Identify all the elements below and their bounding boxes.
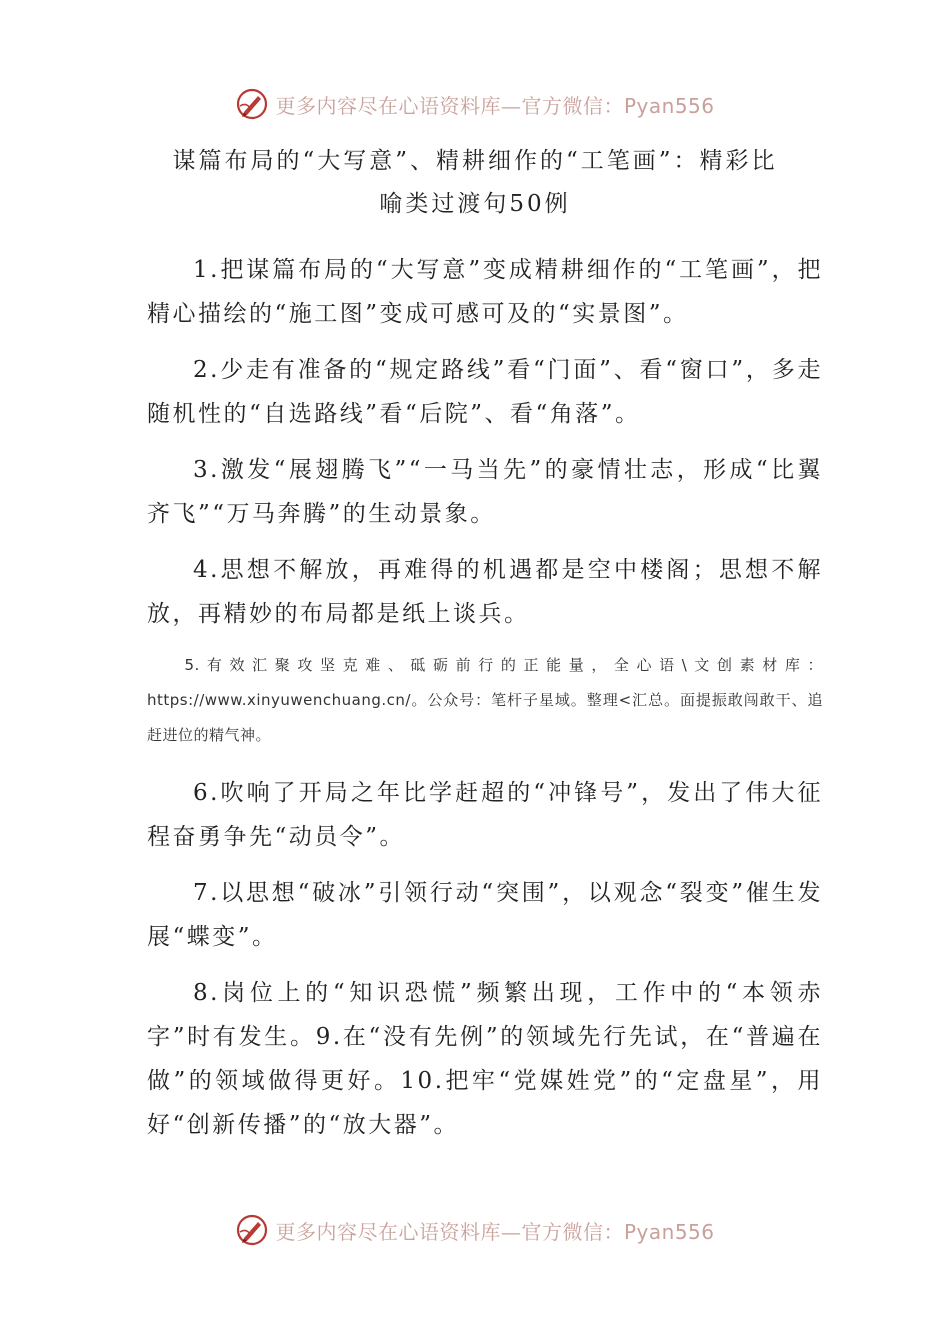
paragraph-8: 8.岗位上的“知识恐慌”频繁出现，工作中的“本领赤字”时有发生。9.在“没有先例”的领域先行先试，在“普遍在做”的领域做得更好。10.把牢“党媒姓党”的“定盘星”，用好“创新传播”的“放大器”。 xyxy=(147,980,823,1138)
pen-logo-icon xyxy=(235,87,269,121)
paragraph-5: 5.有效汇聚攻坚克难、砥砺前行的正能量，全心语\文创素材库：https://www.xinyuwenchuang.cn/。公众号：笔杆子星域。整理<汇总。面提振敢闯敢干、追赶进位的精气神。 xyxy=(147,656,823,744)
paragraph-4: 4.思想不解放，再难得的机遇都是空中楼阁；思想不解放，再精妙的布局都是纸上谈兵。 xyxy=(147,557,823,627)
document-body xyxy=(147,248,823,1159)
footer-banner xyxy=(0,1210,950,1250)
paragraph-6: 6.吹响了开局之年比学赶超的“冲锋号”，发出了伟大征程奋勇争先“动员令”。 xyxy=(147,780,823,850)
header-banner xyxy=(0,84,950,124)
paragraph-1: 1.把谋篇布局的“大写意”变成精耕细作的“工笔画”，把精心描绘的“施工图”变成可感可及的“实景图”。 xyxy=(147,257,823,327)
wechat-id: Pyan556 xyxy=(623,93,715,118)
wechat-id: Pyan556 xyxy=(623,1219,715,1244)
pen-logo-icon xyxy=(235,1213,269,1247)
document-title xyxy=(150,140,800,226)
paragraph-3: 3.激发“展翅腾飞”“一马当先”的豪情壮志，形成“比翼齐飞”“万马奔腾”的生动景象。 xyxy=(147,457,823,527)
title-line-2: 喻类过渡句50例 xyxy=(379,191,571,217)
title-line-1: 谋篇布局的“大写意”、精耕细作的“工笔画”：精彩比 xyxy=(172,148,778,174)
banner-text: 更多内容尽在心语资料库—官方微信：Pyan556 xyxy=(275,93,715,118)
paragraph-2: 2.少走有准备的“规定路线”看“门面”、看“窗口”，多走随机性的“自选路线”看“后院”、看“角落”。 xyxy=(147,357,823,427)
paragraph-7: 7.以思想“破冰”引领行动“突围”，以观念“裂变”催生发展“蝶变”。 xyxy=(147,880,823,950)
banner-text: 更多内容尽在心语资料库—官方微信：Pyan556 xyxy=(275,1219,715,1244)
